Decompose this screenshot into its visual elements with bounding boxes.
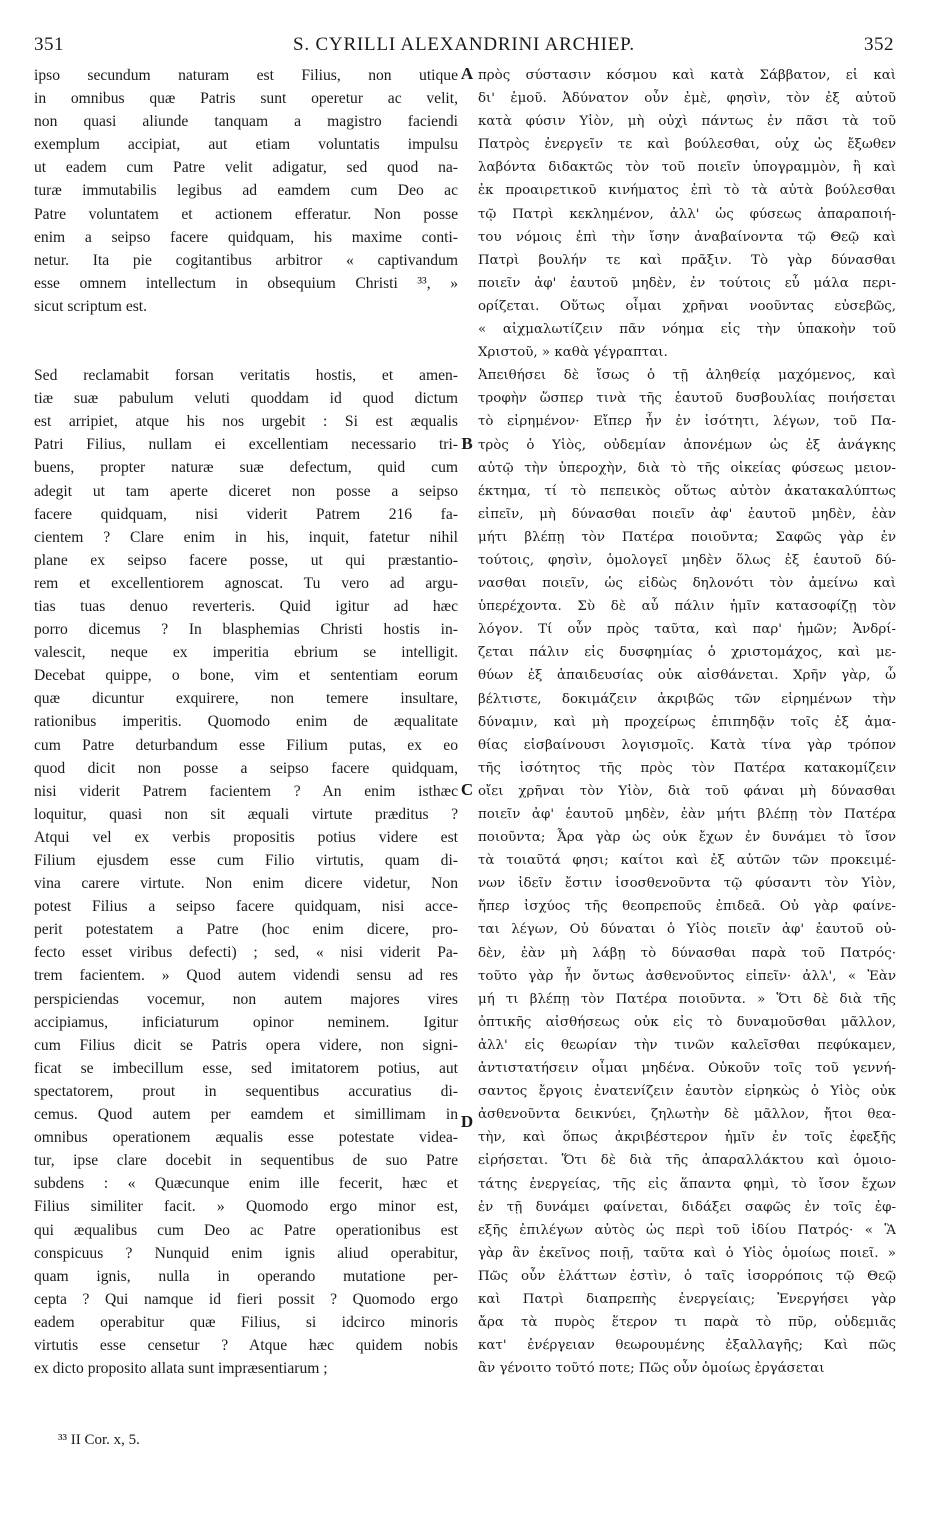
text-line: conspicuus ? Nunquid enim ignis aliud operabitur, <box>34 1244 458 1262</box>
text-line: ut eadem cum Patre velit adigatur, sed quod na- <box>34 159 458 177</box>
text-line: ficat se imbecillum esse, sed imitatorem potius, aut <box>34 1059 458 1077</box>
paragraph-gap <box>34 318 458 364</box>
text-line: τροφὴν ὥσπερ τινὰ τῆς ἑαυτοῦ δυσβουλίας ποιήσεται <box>478 391 896 407</box>
text-line: Πατρὸς ἐνεργεῖν τε καὶ βούλεσθαι, οὐχ ὡς ἔξωθεν <box>478 137 896 153</box>
text-line: Decebat quippe, o bone, vim et sententiam eorum <box>34 667 458 685</box>
text-line: subdens : « Quæcunque enim ille fecerit, hæc et <box>34 1175 458 1193</box>
text-line: ἐκ προαιρετικοῦ κινήματος ἐπὶ τὸ τὰ αὐτὰ βούλεσθαι <box>478 183 896 199</box>
text-line: τῆς ἰσότητος τῆς πρὸς τὸν Πατέρα κατακομίζειν <box>478 760 896 776</box>
text-line: nisi viderit Patrem facientem ? An enim isthæc <box>34 782 458 800</box>
greek-column <box>478 64 896 1380</box>
text-line: cepta ? Qui namque id fieri possit ? Quomodo ergo <box>34 1290 458 1308</box>
text-line: quæ dicuntur exquirere, non temere insultare, <box>34 690 458 708</box>
text-line: τὸ εἰρημένον· Εἴπερ ἦν ἐν ἰσότητι, λέγων, τοῦ Πα- <box>478 414 896 430</box>
text-line: Πατρὶ βουλήν τε καὶ πρᾶξιν. Τὸ γὰρ δύνασθαι <box>478 252 896 268</box>
text-line: καὶ Πατρὶ διαπρεπὴς ἐνεργείαις; Ἐνεργήσει γὰρ <box>478 1291 896 1307</box>
text-line: έκτημα, τί τὸ πεπεικὸς οὕτως αὐτὸν ἀκατακαλύπτως <box>478 483 896 499</box>
text-line: ἀλλ' εἰς θεωρίαν τὴν τινῶν καλεῖσθαι πεφύκαμεν, <box>478 1037 896 1053</box>
text-line: ποιεῖν ἀφ' ἑαυτοῦ μηδὲν, ἐν τούτοις εὖ μάλα περι- <box>478 275 896 291</box>
text-line: ἐν τῇ δυνάμει φαίνεται, διδάξει σαφῶς ἐν τοῖς ἐφ- <box>478 1199 896 1215</box>
text-line: ipso secundum naturam est Filius, non utique <box>34 67 458 84</box>
text-line: rem et excellentiorem agnoscat. Tu vero ad argu- <box>34 574 458 592</box>
text-line: εἰρήσεται. Ὅτι δὲ διὰ τῆς ἀπαραλλάκτου καὶ ὁμοιο- <box>478 1153 896 1169</box>
text-line: ζεται πάλιν εἰς δυσφημίας ὁ χριστομάχος, καὶ με- <box>478 645 896 661</box>
text-line: Ἀπειθήσει δὲ ἴσως ὁ τῇ ἀληθείᾳ μαχόμενος, καὶ <box>478 368 896 384</box>
text-line: facere quidquam, nisi viderit Patrem 216 fa- <box>34 505 458 523</box>
text-line: qui æqualibus cum Deo ac Patre operationibus est <box>34 1221 458 1239</box>
text-line: rationibus imperitis. Quomodo enim de æqualitate <box>34 713 458 731</box>
text-line: μήτι βλέπῃ τὸν Πατέρα ποιοῦντα; Σαφῶς γὰρ ἐν <box>478 529 896 545</box>
text-line: λόγον. Τί οὖν πρὸς ταῦτα, καὶ παρ' ἡμῶν; Ἀνδρί- <box>478 622 896 638</box>
margin-marker-c: C <box>460 780 474 799</box>
text-line: ex dicto proposito allata sunt impræsentiarum ; <box>34 1360 328 1378</box>
text-line: τοῦτο γὰρ ἦν ὄντως ἀσθενοῦντος εἰπεῖν· ἀλλ', « Ἐὰν <box>478 968 896 984</box>
text-line: cum Patre deturbandum esse Filium putas, ex eo <box>34 736 458 754</box>
text-line: exemplum accipiat, aut etiam voluntatis impulsu <box>34 136 458 154</box>
latin-column <box>34 64 458 1380</box>
text-line: in omnibus quæ Patris sunt operetur ac velit, <box>34 90 458 108</box>
text-line: Χριστοῦ, » καθὰ γέγραπται. <box>478 345 668 361</box>
text-line: Filius similiter facit. » Quomodo ergo minor est, <box>34 1198 458 1216</box>
text-line: quam ignis, nulla in operando mutatione per- <box>34 1267 458 1285</box>
footnote: ³³ II Cor. x, 5. <box>58 1432 140 1448</box>
text-line: esse omnem intellectum in obsequium Christi ³³, » <box>34 274 458 292</box>
text-line: cemus. Quod autem per eamdem et simillimam in <box>34 1106 458 1124</box>
text-line: τὰ τοιαῦτά φησι; καίτοι καὶ ἐξ αὐτῶν τῶν προκειμέ- <box>478 853 896 869</box>
text-line: κατ' ἐνέργειαν θεωρουμένης ἐξαλλαγῆς; Καὶ πῶς <box>478 1338 896 1354</box>
text-line: « αἰχμαλωτίζειν πᾶν νόημα εἰς τὴν ὑπακοὴν τοῦ <box>478 322 896 338</box>
text-line: ται λέγων, Οὐ δύναται ὁ Υἱὸς ποιεῖν ἀφ' ἑαυτοῦ οὐ- <box>478 922 896 938</box>
text-line: τάτης ἐνεργείας, τῆς εἰς ἅπαντα φημὶ, τὸ ἴσον ἔχων <box>478 1176 896 1192</box>
right-page-number: 352 <box>864 34 894 55</box>
text-line: turæ immutabilis legibus ad eamdem cum Deo ac <box>34 182 458 200</box>
text-line: αὐτῷ τὴν ὑπεροχὴν, διὰ τὸ τῆς οἰκείας φύσεως μειον- <box>478 460 896 476</box>
left-page-number: 351 <box>34 34 64 55</box>
text-line: fecto esset viribus defecti) ; sed, « nisi viderit Pa- <box>34 944 458 962</box>
text-line: σαντος ἔργοις ἐνατενίζειν ἑαυτὸν εἰρηκὼς ὁ Υἱὸς οὐκ <box>478 1084 896 1100</box>
text-line: quod dicit non posse a seipso facere quidquam, <box>34 759 458 777</box>
text-line: valescit, neque ex imperitia ebrium se intelligit. <box>34 644 458 662</box>
text-line: μή τι βλέπῃ τὸν Πατέρα ποιοῦντα. » Ὅτι δὲ διὰ τῆς <box>478 991 896 1007</box>
text-line: Filium ejusdem esse cum Filio virtutis, quam di- <box>34 852 458 869</box>
text-line: loquitur, quasi non sit æquali virtute præditus ? <box>34 805 458 823</box>
text-line: tiæ suæ pabulum veluti quoddam id quod dictum <box>34 390 458 408</box>
text-line: εξῆς ἐπιλέγων αὐτὸς ὡς περὶ τοῦ ἰδίου Πατρός· « Ἃ <box>478 1222 896 1238</box>
text-line: Atqui vel ex verbis propositis potius videre est <box>34 828 458 846</box>
text-line: τούτοις, φησὶν, ὁμολογεῖ μηδὲν ὅλως ἐξ ἑαυτοῦ δύ- <box>478 552 896 568</box>
text-line: ἀσθενοῦντα δεικνύει, ζηλωτὴν δὲ μᾶλλον, ἤτοι θεα- <box>478 1107 896 1123</box>
text-line: ἄρα τὰ πυρὸς ἕτερον τι παρὰ τὸ πῦρ, οὐδεμιᾶς <box>478 1315 896 1331</box>
text-line: τῷ Πατρὶ κεκλημένον, ἀλλ' ὡς φύσεως ἀπαραποιή- <box>478 206 896 222</box>
text-line: eadem operabitur quæ Filius, si idcirco minoris <box>34 1313 458 1331</box>
text-line: tias tuas denuo reverteris. Quid igitur ad hæc <box>34 597 458 615</box>
text-line: ἤπερ ἰσχύος τῆς θεοπρεποῦς ἐπιδεᾶ. Οὐ γὰρ φαίνε- <box>478 899 896 915</box>
text-line: est arripiet, atque his nos urgebit : Si est æqualis <box>34 413 458 431</box>
margin-marker-d: D <box>460 1112 474 1131</box>
text-line: ὑπερέχοντα. Σὺ δὲ αὖ πάλιν ἡμῖν κατασοφίζῃ τὸν <box>478 599 896 615</box>
text-line: porro dicemus ? In blasphemias Christi hostis in- <box>34 621 458 639</box>
text-line: perspiciendas vocemur, non autem majores vires <box>34 990 458 1008</box>
margin-marker-b: B <box>461 434 473 453</box>
text-line: ἂν γένοιτο τοῦτό ποτε; Πῶς οὖν ὁμοίως ἐργάσεται <box>478 1361 825 1377</box>
text-line: δι' ἐμοῦ. Ἀδύνατον οὖν ἐμὲ, φησὶν, τὸν ἐξ αὐτοῦ <box>478 91 896 107</box>
text-line: θίας εἰσβαίνουσι λογισμοῖς. Κατὰ τίνα γὰρ τρόπον <box>478 737 896 753</box>
text-line: νασθαι ποιεῖν, ὡς εἰδὼς δηλονότι τὸν ἀμείνω καὶ <box>478 576 896 592</box>
text-line: νων ἰδεῖν ἔστιν ἰσοσθενοῦντα τῷ φύσαντι τὸν Υἱὸν, <box>478 876 896 892</box>
text-line: enim a seipso facere quidquam, his maxime conti- <box>34 228 458 246</box>
text-line: ποιοῦντα; Ἆρα γὰρ ὡς οὐκ ἔχων ἐν δυνάμει τὸ ἴσον <box>478 830 896 846</box>
text-line: πρὸς σύστασιν κόσμου καὶ κατὰ Σάββατον, εἰ καὶ <box>478 68 896 83</box>
text-line: τὴν, καὶ ὅπως ἀκριβέστερον ἡμῖν ἐν τοῖς ἐφεξῆς <box>478 1130 896 1146</box>
text-line: βέλτιστε, δοκιμάζειν ἀκριβῶς τῶν εἰρημένων τὴν <box>478 691 896 707</box>
text-line: δύναμιν, καὶ μὴ προχείρως ἐπιπηδᾷν τοῖς ἐξ ἀμα- <box>478 714 896 730</box>
text-line: θύων ἐξ ἀπαιδευσίας οὐκ αἰσθάνεται. Χρῆν γὰρ, ὦ <box>478 668 896 684</box>
text-line: τρὸς ὁ Υἱὸς, οὐδεμίαν ἀπονέμων ὡς ἐξ ἀνάγκης <box>478 437 896 453</box>
text-line: του νόμοις ἐπὶ τὴν ἴσην ἀναβαίνοντα τῷ Θεῷ καὶ <box>478 229 896 245</box>
text-line: δὲν, ἐὰν μὴ λάβῃ τὸ δύνασθαι παρὰ τοῦ Πατρός· <box>478 945 896 961</box>
text-line: γὰρ ἂν ἐκεῖνος ποιῇ, ταῦτα καὶ ὁ Υἱὸς ὁμοίως ποιεῖ. » <box>478 1245 896 1261</box>
text-line: trem facientem. » Quod autem videndi sensu ad res <box>34 967 458 985</box>
text-line: tur, ipse clare docebit in sequentibus de suo Patre <box>34 1152 458 1170</box>
text-line: buens, propter naturæ suæ defectum, quid cum <box>34 459 458 477</box>
text-line: Patre voluntatem et actionem efferatur. Non posse <box>34 205 458 223</box>
text-line: Patri Filius, nullam ei excellentiam necessario tri- <box>34 436 458 454</box>
text-line: accipiamus, inficiaturum opinor neminem. Igitur <box>34 1013 458 1031</box>
text-line: cientem ? Clare enim in his, inquit, fatetur nihil <box>34 528 458 546</box>
text-line: ἀντιστατήσειν οἶμαι μηδένα. Οὐκοῦν τοῖς τοῦ γεννή- <box>478 1061 896 1077</box>
text-line: cum Filius dicit se Patris opera videre, non signi- <box>34 1036 458 1054</box>
text-line: ορίζεται. Οὕτως οἶμαι χρῆναι νοοῦντας εὐσεβῶς, <box>478 298 896 314</box>
text-line: Πῶς οὖν ἐλάττων ἐστὶν, ὁ ταῖς ἰσορρόποις τῷ Θεῷ <box>478 1268 896 1284</box>
text-line: sicut scriptum est. <box>34 297 148 315</box>
margin-marker-a: A <box>460 64 474 83</box>
text-line: Sed reclamabit forsan veritatis hostis, et amen- <box>34 367 458 385</box>
text-line: εἰπεῖν, μὴ δύνασθαι ποιεῖν ἀφ' ἑαυτοῦ μηδὲν, ἐὰν <box>478 506 896 522</box>
text-line: omnibus operationem æqualis esse potestate videa- <box>34 1129 458 1147</box>
text-line: λαβόντα διδακτῶς τὸν τοῦ ποιεῖν ὑπογραμμὸν, ἢ καὶ <box>478 160 896 176</box>
text-line: κατὰ φύσιν Υἱὸν, μὴ οὐχὶ πάντως ἐν πᾶσι τὰ τοῦ <box>478 114 896 130</box>
text-line: virtutis esse censetur ? Atque hæc quidem nobis <box>34 1336 458 1354</box>
running-title: S. CYRILLI ALEXANDRINI ARCHIEP. <box>292 34 635 55</box>
text-line: ποιεῖν ἀφ' ἑαυτοῦ μηδὲν, ἐὰν μήτι βλέπῃ τὸν Πατέρα <box>478 807 896 822</box>
text-line: οἴει χρῆναι τὸν Υἱὸν, διὰ τοῦ φάναι μὴ δύνασθαι <box>478 783 896 799</box>
text-line: plane ex seipso facere posse, ut qui præstantio- <box>34 551 458 569</box>
text-line: vina carere virtute. Non enim dicere videtur, Non <box>34 875 458 893</box>
text-line: potest Filius a seipso facere quidquam, nisi acce- <box>34 898 458 916</box>
text-line: non quasi aliunde tanquam a magistro faciendi <box>34 113 458 131</box>
text-line: ὀπτικῆς αἰσθήσεως οὐκ εἰς τὸ δυναμοῦσθαι μᾶλλον, <box>478 1014 896 1030</box>
text-line: spectatorem, prout in sequentibus accuratius di- <box>34 1082 458 1100</box>
text-line: netur. Ita pie cogitantibus arbitror « captivandum <box>34 251 458 269</box>
text-line: perit potestatem a Patre (hoc enim dicere, pro- <box>34 921 458 939</box>
text-line: adegit ut tam aperte diceret non posse a seipso <box>34 482 458 500</box>
